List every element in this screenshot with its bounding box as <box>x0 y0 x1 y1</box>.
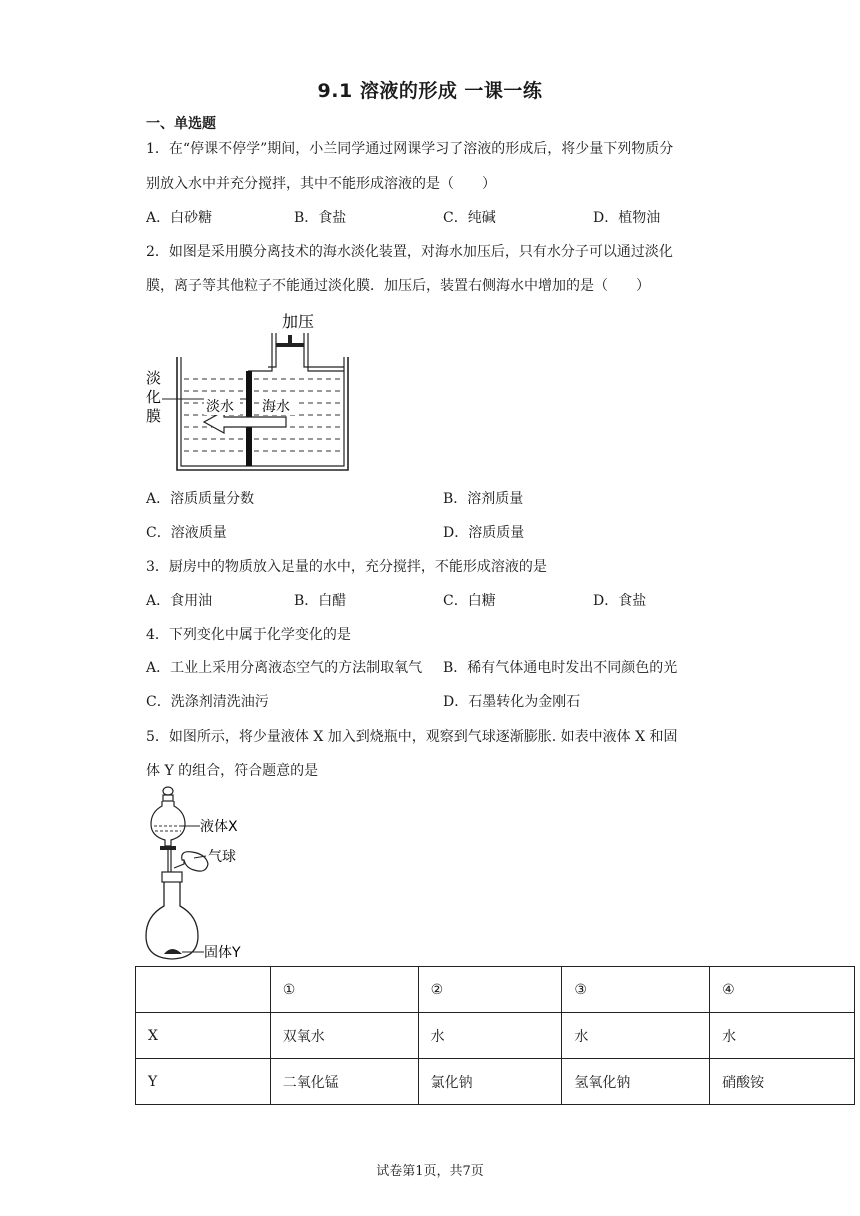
table-cell: 双氧水 <box>270 1013 418 1059</box>
table-row <box>136 1059 855 1105</box>
membrane-label-2: 化 <box>146 388 162 406</box>
question-3-option-a: A．食用油 <box>146 593 213 609</box>
question-4-stem: 4．下列变化中属于化学变化的是 <box>146 627 351 643</box>
question-1-option-c: C．纯碱 <box>443 210 496 226</box>
solid-y-pile <box>164 949 182 954</box>
question-3-option-d: D．食盐 <box>593 593 647 609</box>
question-4-option-d: D．石墨转化为金刚石 <box>443 694 581 710</box>
question-4-option-c: C．洗涤剂清洗油污 <box>146 694 269 710</box>
table-cell <box>136 967 271 1013</box>
question-2-option-c: C．溶液质量 <box>146 525 227 541</box>
question-1-option-a: A．白砂糖 <box>146 210 213 226</box>
table-cell: ② <box>418 967 562 1013</box>
table-cell: 水 <box>562 1013 710 1059</box>
question-4-option-b: B．稀有气体通电时发出不同颜色的光 <box>443 660 678 676</box>
table-row <box>136 1013 855 1059</box>
table-cell: 氢氧化钠 <box>562 1059 710 1105</box>
question-1-option-b: B．食盐 <box>294 210 347 226</box>
liquid-x-label: 液体X <box>200 819 238 835</box>
table-cell: 二氧化锰 <box>270 1059 418 1105</box>
question-5-stem-line1: 5．如图所示，将少量液体 X 加入到烧瓶中，观察到气球逐渐膨胀. 如表中液体 X 和固 <box>146 729 678 745</box>
balloon-icon <box>182 852 208 871</box>
table-cell: 硝酸铵 <box>710 1059 855 1105</box>
pressure-label: 加压 <box>282 312 315 331</box>
question-2-stem-line1: 2．如图是采用膜分离技术的海水淡化装置，对海水加压后，只有水分子可以通过淡化 <box>146 244 673 260</box>
question-3-option-b: B．白醋 <box>294 593 347 609</box>
question-5-stem-line2: 体 Y 的组合，符合题意的是 <box>146 763 319 779</box>
table-header-row <box>136 967 855 1013</box>
question-1-stem-line1: 1．在“停课不停学”期间，小兰同学通过网课学习了溶液的形成后，将少量下列物质分 <box>146 141 674 157</box>
table-cell: ① <box>270 967 418 1013</box>
question-2-stem-line2: 膜，离子等其他粒子不能通过淡化膜．加压后，装置右侧海水中增加的是（ ） <box>146 278 650 294</box>
page-footer: 试卷第1页，共7页 <box>376 1164 484 1179</box>
table-cell: 氯化钠 <box>418 1059 562 1105</box>
desalination-diagram <box>140 305 355 475</box>
flask-apparatus-diagram <box>138 784 258 964</box>
table-cell: ④ <box>710 967 855 1013</box>
membrane-label-1: 淡 <box>146 369 162 387</box>
table-cell: 水 <box>418 1013 562 1059</box>
table-cell: ③ <box>562 967 710 1013</box>
question-3-stem: 3．厨房中的物质放入足量的水中，充分搅拌，不能形成溶液的是 <box>146 559 547 575</box>
question-2-option-d: D．溶质质量 <box>443 525 525 541</box>
fresh-water-label: 淡水 <box>206 399 234 415</box>
question-4-option-a: A．工业上采用分离液态空气的方法制取氧气 <box>146 660 423 676</box>
membrane-label-3: 膜 <box>146 407 162 425</box>
page-title: 9.1 溶液的形成 一课一练 <box>317 80 543 102</box>
question-3-option-c: C．白糖 <box>443 593 496 609</box>
balloon-label: 气球 <box>208 849 236 865</box>
question-2-option-a: A．溶质质量分数 <box>146 491 255 507</box>
question-1-option-d: D．植物油 <box>593 210 661 226</box>
table-cell: 水 <box>710 1013 855 1059</box>
table-cell: X <box>136 1013 271 1059</box>
table-cell: Y <box>136 1059 271 1105</box>
solid-y-label: 固体Y <box>204 945 241 961</box>
answer-combination-table <box>135 966 855 1105</box>
question-1-stem-line2: 别放入水中并充分搅拌，其中不能形成溶液的是（ ） <box>146 176 496 192</box>
question-2-option-b: B．溶剂质量 <box>443 491 524 507</box>
section-heading: 一、单选题 <box>146 116 216 132</box>
sea-water-label: 海水 <box>262 399 290 415</box>
